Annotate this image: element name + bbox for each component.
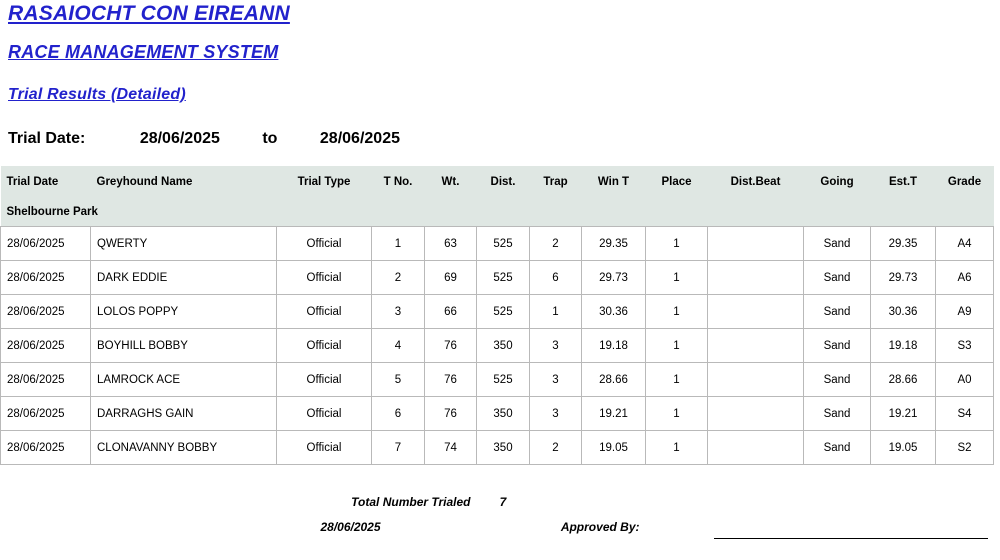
cell-grade: A4 — [936, 227, 994, 261]
cell-wt: 66 — [425, 295, 477, 329]
table-row — [1, 363, 994, 397]
cell-trap: 3 — [530, 397, 582, 431]
cell-t-no: 7 — [372, 431, 425, 465]
trial-date-to-label: to — [262, 130, 278, 147]
column-header-t-no: T No. — [372, 166, 425, 198]
cell-trap: 3 — [530, 329, 582, 363]
cell-est-t: 19.18 — [871, 329, 936, 363]
cell-going: Sand — [804, 295, 871, 329]
cell-trial-date: 28/06/2025 — [1, 227, 91, 261]
cell-greyhound-name: QWERTY — [91, 227, 277, 261]
cell-dist: 525 — [477, 363, 530, 397]
cell-win-t: 29.73 — [582, 261, 646, 295]
column-header-dist-beat: Dist.Beat — [708, 166, 804, 198]
venue-name: Shelbourne Park — [1, 198, 994, 227]
cell-trap: 2 — [530, 227, 582, 261]
cell-going: Sand — [804, 431, 871, 465]
cell-wt: 63 — [425, 227, 477, 261]
cell-est-t: 30.36 — [871, 295, 936, 329]
cell-trial-type: Official — [277, 295, 372, 329]
total-trialed-value: 7 — [477, 489, 530, 515]
column-header-place: Place — [646, 166, 708, 198]
cell-grade: A6 — [936, 261, 994, 295]
cell-trial-type: Official — [277, 227, 372, 261]
table-row — [1, 397, 994, 431]
cell-place: 1 — [646, 431, 708, 465]
trial-results-table — [0, 166, 994, 539]
cell-trap: 1 — [530, 295, 582, 329]
cell-grade: S2 — [936, 431, 994, 465]
cell-greyhound-name: LAMROCK ACE — [91, 363, 277, 397]
cell-win-t: 28.66 — [582, 363, 646, 397]
column-header-grade: Grade — [936, 166, 994, 198]
cell-trial-date: 28/06/2025 — [1, 431, 91, 465]
printed-date: 28/06/2025 — [277, 515, 425, 539]
report-title: Trial Results (Detailed) — [8, 86, 186, 103]
cell-win-t: 19.05 — [582, 431, 646, 465]
signature-rule — [714, 524, 988, 539]
column-header-trial-date: Trial Date — [1, 166, 91, 198]
cell-place: 1 — [646, 363, 708, 397]
cell-dist: 350 — [477, 397, 530, 431]
cell-grade: S3 — [936, 329, 994, 363]
table-row — [1, 295, 994, 329]
cell-est-t: 29.35 — [871, 227, 936, 261]
trial-date-label: Trial Date: — [8, 130, 86, 147]
cell-going: Sand — [804, 227, 871, 261]
cell-place: 1 — [646, 227, 708, 261]
cell-wt: 69 — [425, 261, 477, 295]
cell-dist: 525 — [477, 227, 530, 261]
cell-t-no: 3 — [372, 295, 425, 329]
table-row — [1, 431, 994, 465]
approved-by-signature-line — [708, 515, 994, 539]
cell-trial-type: Official — [277, 397, 372, 431]
cell-dist-beat — [708, 227, 804, 261]
cell-trial-type: Official — [277, 261, 372, 295]
table-row — [1, 261, 994, 295]
table-row — [1, 329, 994, 363]
cell-dist-beat — [708, 397, 804, 431]
footer-row — [1, 515, 994, 539]
cell-dist: 525 — [477, 261, 530, 295]
cell-dist-beat — [708, 295, 804, 329]
cell-trial-type: Official — [277, 329, 372, 363]
cell-dist-beat — [708, 363, 804, 397]
cell-t-no: 1 — [372, 227, 425, 261]
cell-going: Sand — [804, 329, 871, 363]
column-header-est-t: Est.T — [871, 166, 936, 198]
cell-win-t: 19.18 — [582, 329, 646, 363]
cell-wt: 76 — [425, 397, 477, 431]
cell-est-t: 29.73 — [871, 261, 936, 295]
cell-dist: 525 — [477, 295, 530, 329]
trial-date-to: 28/06/2025 — [319, 130, 400, 147]
cell-win-t: 30.36 — [582, 295, 646, 329]
table-row — [1, 227, 994, 261]
cell-greyhound-name: CLONAVANNY BOBBY — [91, 431, 277, 465]
cell-dist-beat — [708, 431, 804, 465]
cell-dist: 350 — [477, 329, 530, 363]
cell-wt: 74 — [425, 431, 477, 465]
cell-t-no: 5 — [372, 363, 425, 397]
cell-t-no: 2 — [372, 261, 425, 295]
organisation-name-line1: RASAIOCHT CON EIREANN — [8, 2, 290, 25]
totals-row — [1, 489, 994, 515]
cell-dist-beat — [708, 329, 804, 363]
spacer-row — [1, 465, 994, 490]
column-header-trap: Trap — [530, 166, 582, 198]
cell-grade: S4 — [936, 397, 994, 431]
cell-trial-type: Official — [277, 431, 372, 465]
cell-greyhound-name: LOLOS POPPY — [91, 295, 277, 329]
trial-date-from: 28/06/2025 — [139, 130, 220, 147]
column-header-trial-type: Trial Type — [277, 166, 372, 198]
cell-t-no: 4 — [372, 329, 425, 363]
cell-trial-date: 28/06/2025 — [1, 261, 91, 295]
cell-grade: A0 — [936, 363, 994, 397]
cell-place: 1 — [646, 295, 708, 329]
cell-trap: 6 — [530, 261, 582, 295]
cell-trial-date: 28/06/2025 — [1, 329, 91, 363]
cell-est-t: 19.05 — [871, 431, 936, 465]
cell-trap: 3 — [530, 363, 582, 397]
cell-wt: 76 — [425, 363, 477, 397]
cell-going: Sand — [804, 261, 871, 295]
cell-trial-date: 28/06/2025 — [1, 397, 91, 431]
venue-group-row — [1, 198, 994, 227]
cell-greyhound-name: DARRAGHS GAIN — [91, 397, 277, 431]
cell-win-t: 29.35 — [582, 227, 646, 261]
cell-greyhound-name: DARK EDDIE — [91, 261, 277, 295]
cell-t-no: 6 — [372, 397, 425, 431]
cell-trap: 2 — [530, 431, 582, 465]
cell-trial-date: 28/06/2025 — [1, 295, 91, 329]
cell-greyhound-name: BOYHILL BOBBY — [91, 329, 277, 363]
cell-trial-date: 28/06/2025 — [1, 363, 91, 397]
trial-date-range — [8, 130, 400, 148]
approved-by-label: Approved By: — [425, 515, 646, 539]
cell-trial-type: Official — [277, 363, 372, 397]
organisation-name-line2: RACE MANAGEMENT SYSTEM — [8, 42, 279, 62]
cell-place: 1 — [646, 261, 708, 295]
cell-dist-beat — [708, 261, 804, 295]
cell-going: Sand — [804, 363, 871, 397]
column-header-wt: Wt. — [425, 166, 477, 198]
column-header-dist: Dist. — [477, 166, 530, 198]
cell-est-t: 28.66 — [871, 363, 936, 397]
column-header-going: Going — [804, 166, 871, 198]
cell-wt: 76 — [425, 329, 477, 363]
cell-win-t: 19.21 — [582, 397, 646, 431]
cell-going: Sand — [804, 397, 871, 431]
column-header-greyhound-name: Greyhound Name — [91, 166, 277, 198]
cell-place: 1 — [646, 397, 708, 431]
cell-grade: A9 — [936, 295, 994, 329]
total-trialed-label: Total Number Trialed — [277, 489, 477, 515]
column-header-win-t: Win T — [582, 166, 646, 198]
cell-dist: 350 — [477, 431, 530, 465]
cell-place: 1 — [646, 329, 708, 363]
cell-est-t: 19.21 — [871, 397, 936, 431]
table-header-row — [1, 166, 994, 198]
